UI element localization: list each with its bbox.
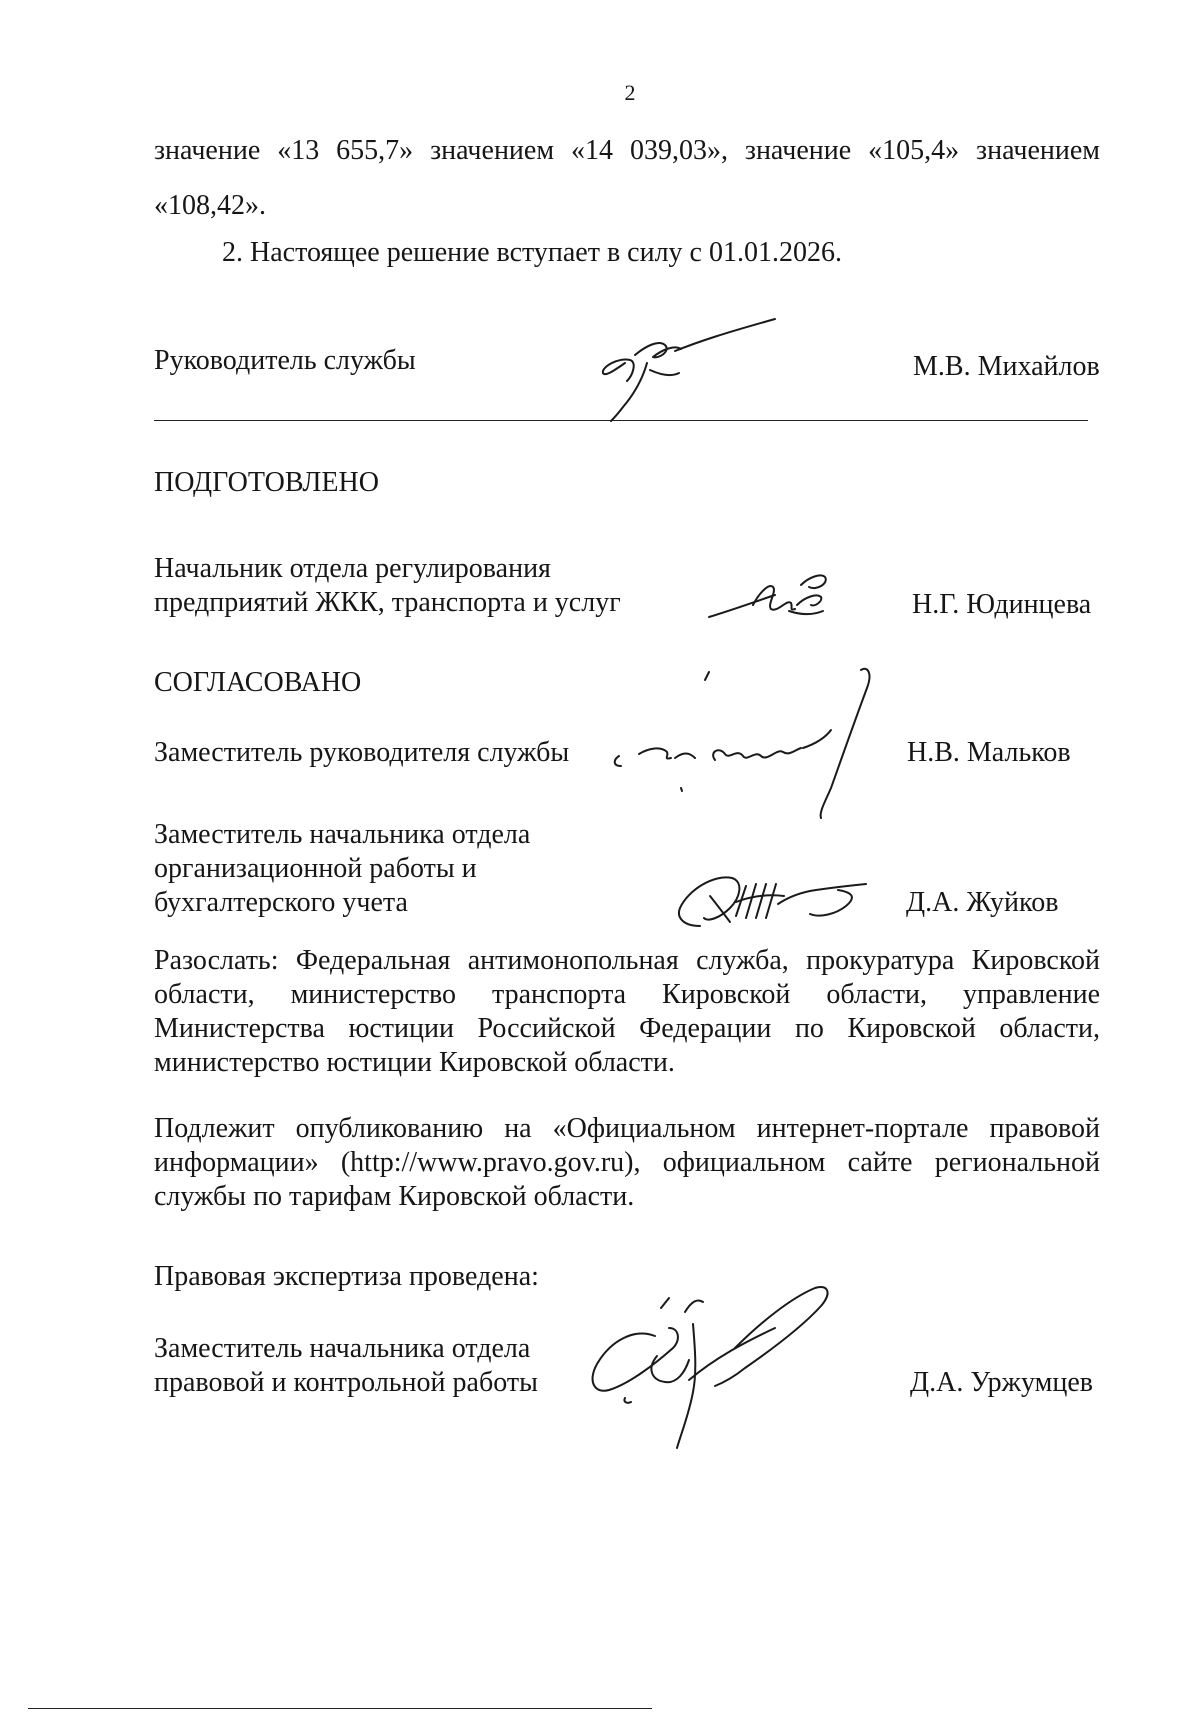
- deputy-dept-position-line-2: организационной работы и: [154, 853, 477, 884]
- legal-review-heading: Правовая экспертиза проведена:: [154, 1261, 539, 1292]
- prepared-position-line-1: Начальник отдела регулирования: [154, 553, 551, 584]
- footer-rule: [28, 1708, 652, 1709]
- prepared-name: Н.Г. Юдинцева: [912, 589, 1092, 620]
- paragraph-2: 2. Настоящее решение вступает в силу с 01.01.2026.: [222, 237, 842, 268]
- signature-icon: [670, 856, 900, 936]
- signature-icon: [585, 1268, 905, 1458]
- agreed-heading: СОГЛАСОВАНО: [154, 667, 362, 698]
- deputy-head-position: Заместитель руководителя службы: [154, 737, 570, 768]
- signature-icon: [575, 315, 805, 425]
- head-position: Руководитель службы: [154, 345, 416, 376]
- paragraph-1-line-2: «108,42».: [154, 190, 266, 221]
- publication-line-2: информации» (http://www.pravo.gov.ru), официальном сайте региональной: [154, 1147, 1100, 1178]
- publication-line-1: Подлежит опубликованию на «Официальном интернет-портале правовой: [154, 1113, 1100, 1144]
- deputy-dept-position-line-1: Заместитель начальника отдела: [154, 819, 531, 850]
- signature-icon: [705, 565, 855, 630]
- deputy-head-name: Н.В. Мальков: [907, 737, 1071, 768]
- publication-line-3: службы по тарифам Кировской области.: [154, 1181, 635, 1212]
- prepared-position-line-2: предприятий ЖКК, транспорта и услуг: [154, 587, 621, 618]
- legal-position-line-2: правовой и контрольной работы: [154, 1367, 538, 1398]
- deputy-dept-position-line-3: бухгалтерского учета: [154, 887, 408, 918]
- head-name: М.В. Михайлов: [913, 351, 1100, 382]
- legal-position-line-1: Заместитель начальника отдела: [154, 1333, 531, 1364]
- distribution-line-1: Разослать: Федеральная антимонопольная служба, прокуратура Кировской: [154, 945, 1100, 976]
- distribution-line-3: Министерства юстиции Российской Федерации по Кировской области,: [154, 1013, 1100, 1044]
- paragraph-1-line-1: значение «13 655,7» значением «14 039,03», значение «105,4» значением: [154, 135, 1100, 166]
- legal-name: Д.А. Уржумцев: [910, 1367, 1094, 1398]
- page-number: 2: [624, 80, 636, 105]
- prepared-heading: ПОДГОТОВЛЕНО: [154, 467, 379, 498]
- distribution-line-4: министерство юстиции Кировской области.: [154, 1047, 675, 1078]
- deputy-dept-name: Д.А. Жуйков: [906, 887, 1059, 918]
- distribution-line-2: области, министерство транспорта Кировской области, управление: [154, 979, 1100, 1010]
- signature-icon: [605, 660, 925, 825]
